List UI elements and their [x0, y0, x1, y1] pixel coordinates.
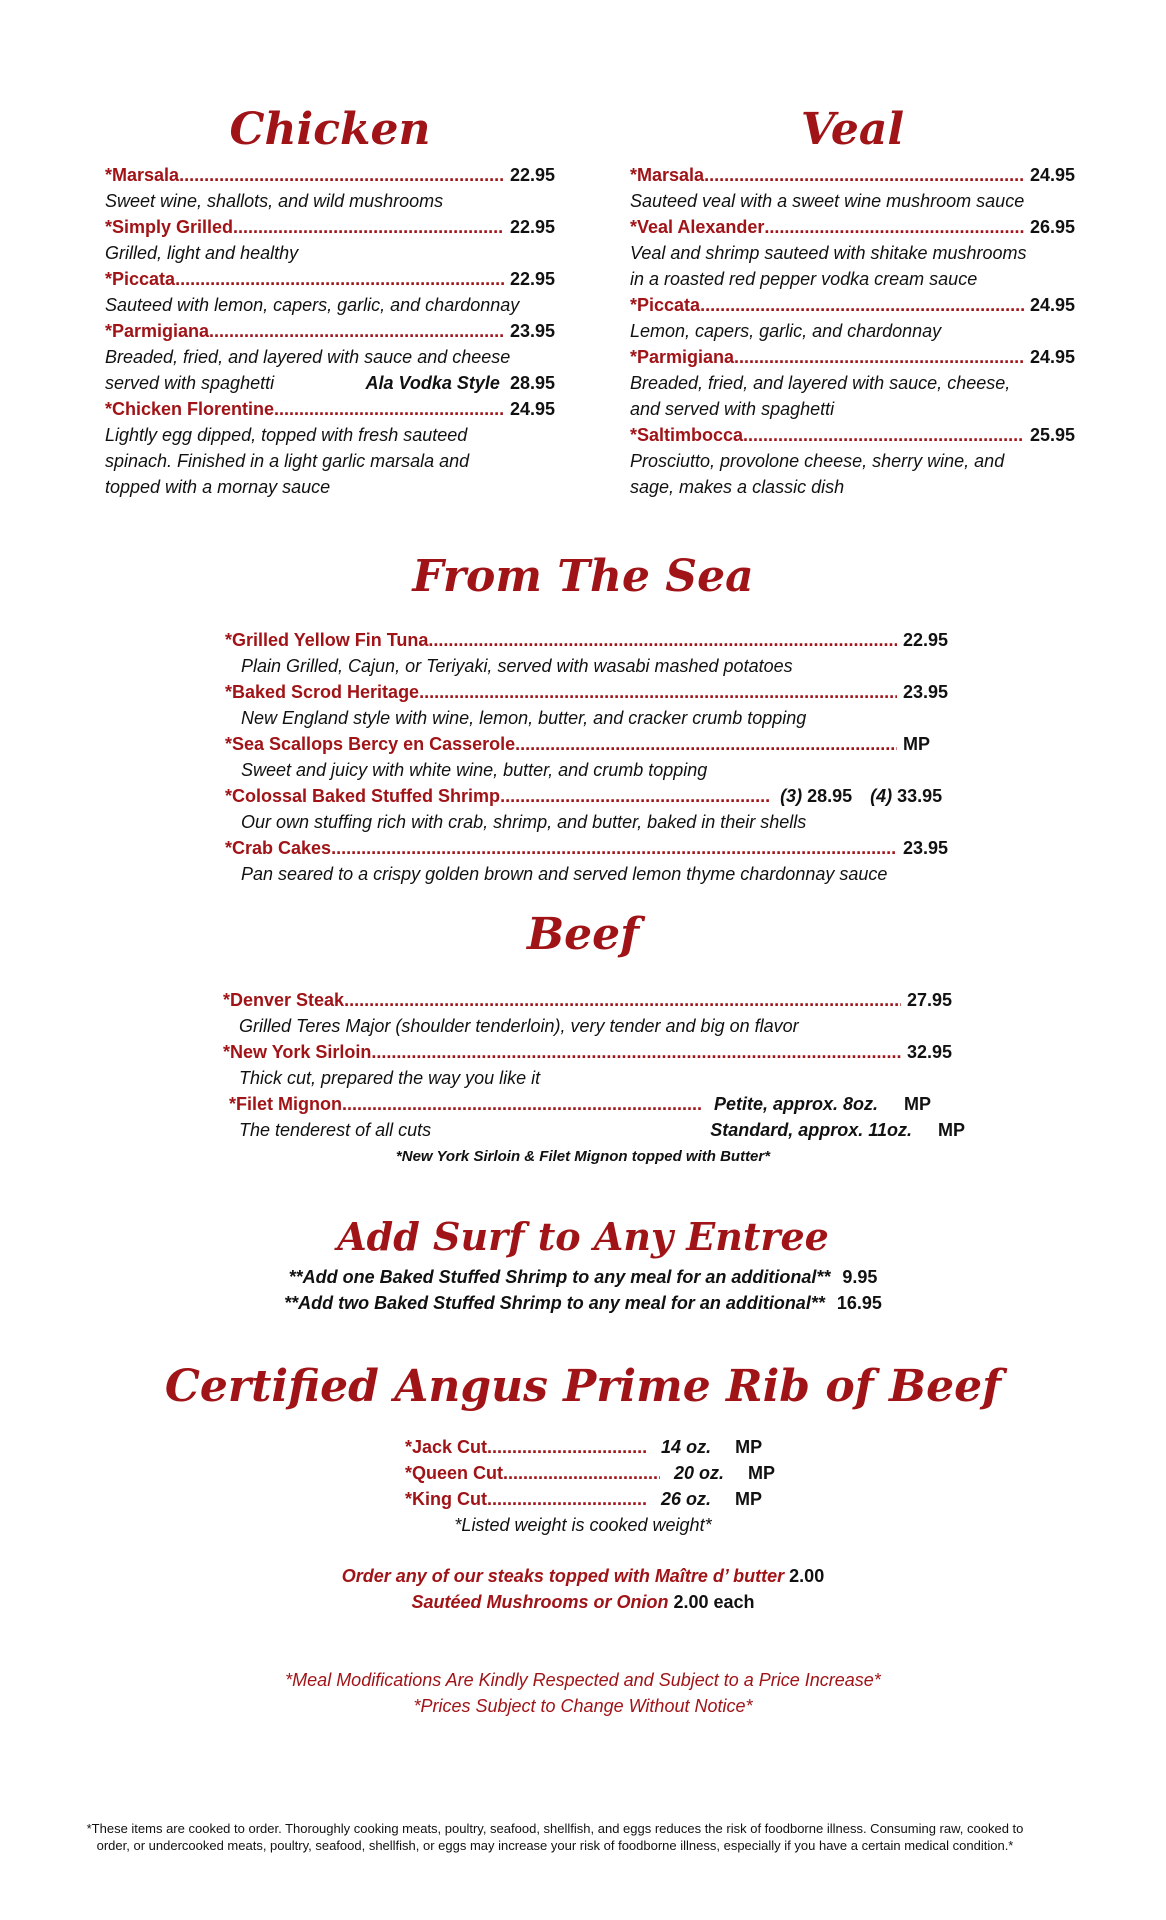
beef-title: Beef — [526, 909, 640, 960]
sea-title: From The Sea — [412, 551, 754, 602]
leader-dots — [700, 292, 1024, 318]
prime-section — [405, 1434, 775, 1512]
menu-item: *Piccata ..... 22.95 — [105, 266, 555, 292]
item-description: Pan seared to a crispy golden brown and served lemon thyme chardonnay sauce — [241, 864, 888, 884]
sea-section — [225, 627, 965, 887]
menu-item: *Simply Grilled ..... 22.95 — [105, 214, 555, 240]
leader-dots — [487, 1434, 647, 1460]
chicken-section — [105, 104, 555, 500]
leader-dots — [428, 627, 897, 653]
beef-note: *New York Sirloin & Filet Mignon topped with Butter* — [395, 1148, 771, 1165]
item-description: sage, makes a classic dish — [630, 477, 845, 497]
menu-item: *Parmigiana ..... 23.95 — [105, 318, 555, 344]
menu-item: *Filet Mignon ..... Petite, approx. 8oz. MP — [223, 1091, 965, 1117]
menu-item: *King Cut ..... 26 oz. MP — [405, 1486, 775, 1512]
leader-dots — [175, 266, 504, 292]
prime-title: Certified Angus Prime Rib of Beef — [164, 1361, 1002, 1412]
notices-section — [0, 1667, 1166, 1719]
menu-item: *Grilled Yellow Fin Tuna ..... 22.95 — [225, 627, 965, 653]
leader-dots — [233, 214, 504, 240]
surf-option: **Add two Baked Stuffed Shrimp to any meal for an additional** 16.95 — [284, 1293, 882, 1313]
item-description: topped with a mornay sauce — [105, 477, 331, 497]
leader-dots — [487, 1486, 647, 1512]
leader-dots — [179, 162, 504, 188]
addon-line: Order any of our steaks topped with Maître d’ butter 2.00 — [341, 1566, 825, 1586]
item-description: Prosciutto, provolone cheese, sherry wine, and — [630, 451, 1005, 471]
menu-item: *Marsala ..... 22.95 — [105, 162, 555, 188]
item-description: and served with spaghetti — [630, 399, 835, 419]
surf-title: Add Surf to Any Entree — [337, 1214, 829, 1259]
leader-dots — [704, 162, 1024, 188]
menu-item: *Piccata ..... 24.95 — [630, 292, 1075, 318]
item-description: Sweet wine, shallots, and wild mushrooms — [105, 191, 444, 211]
addon-line: Sautéed Mushrooms or Onion 2.00 each — [411, 1592, 755, 1612]
item-description: spinach. Finished in a light garlic marsala and — [105, 451, 470, 471]
menu-item: *Chicken Florentine ..... 24.95 — [105, 396, 555, 422]
menu-item: *Baked Scrod Heritage ..... 23.95 — [225, 679, 965, 705]
menu-item: *Saltimbocca ..... 25.95 — [630, 422, 1075, 448]
menu-item: *Denver Steak ..... 27.95 — [223, 987, 965, 1013]
leader-dots — [503, 1460, 660, 1486]
item-description: Breaded, fried, and layered with sauce, cheese, — [630, 373, 1011, 393]
menu-item: *Colossal Baked Stuffed Shrimp ..... (3) 28.95 (4) 33.95 — [225, 783, 965, 809]
menu-item: *Marsala ..... 24.95 — [630, 162, 1075, 188]
veal-title: Veal — [800, 104, 905, 155]
item-description: Sauteed with lemon, capers, garlic, and chardonnay — [105, 295, 520, 315]
menu-item: *Jack Cut ..... 14 oz. MP — [405, 1434, 775, 1460]
leader-dots — [500, 783, 770, 809]
item-description: Lightly egg dipped, topped with fresh sauteed — [105, 425, 468, 445]
menu-item: *Veal Alexander ..... 26.95 — [630, 214, 1075, 240]
surf-option: **Add one Baked Stuffed Shrimp to any meal for an additional** 9.95 — [288, 1267, 878, 1287]
item-description: Grilled Teres Major (shoulder tenderloin), very tender and big on flavor — [239, 1016, 799, 1036]
leader-dots — [331, 835, 897, 861]
menu-item: *Queen Cut ..... 20 oz. MP — [405, 1460, 775, 1486]
leader-dots — [743, 422, 1024, 448]
price-notice: *Prices Subject to Change Without Notice* — [413, 1696, 753, 1716]
menu-item: The tenderest of all cuts Standard, approx. 11oz. MP — [239, 1120, 965, 1140]
leader-dots — [515, 731, 897, 757]
shrimp-option-3: (3) 28.95 — [780, 786, 853, 806]
menu-item: *New York Sirloin ..... 32.95 — [223, 1039, 965, 1065]
addons-section — [0, 1563, 1166, 1615]
surf-section — [0, 1264, 1166, 1316]
menu-item: *Sea Scallops Bercy en Casserole ..... MP — [225, 731, 965, 757]
item-description: in a roasted red pepper vodka cream sauce — [630, 269, 978, 289]
foodborne-disclaimer: *These items are cooked to order. Thoroughly cooking meats, poultry, seafood, shellfish, and eggs reduces the risk of foodborne illness. Consuming raw, cooked to order, or undercooked meats, poultry, seafood, shellfish, or eggs may increase your risk of foodborne illness, especially if you have a certain medical condition.* — [86, 1821, 1024, 1853]
item-description: served with spaghetti Ala Vodka Style 28.95 — [105, 370, 555, 396]
leader-dots — [342, 1091, 702, 1117]
item-description: Thick cut, prepared the way you like it — [239, 1068, 541, 1088]
leader-dots — [419, 679, 897, 705]
item-description: Sweet and juicy with white wine, butter, and crumb topping — [241, 760, 708, 780]
leader-dots — [371, 1039, 901, 1065]
menu-item: *Parmigiana ..... 24.95 — [630, 344, 1075, 370]
beef-section — [223, 987, 965, 1143]
item-description: Plain Grilled, Cajun, or Teriyaki, served with wasabi mashed potatoes — [241, 656, 793, 676]
veal-section — [630, 104, 1075, 500]
leader-dots — [764, 214, 1024, 240]
menu-item: *Crab Cakes ..... 23.95 — [225, 835, 965, 861]
item-description: Our own stuffing rich with crab, shrimp, and butter, baked in their shells — [241, 812, 807, 832]
leader-dots — [734, 344, 1024, 370]
vodka-option: Ala Vodka Style 28.95 — [365, 373, 555, 393]
item-description: Sauteed veal with a sweet wine mushroom sauce — [630, 191, 1025, 211]
leader-dots — [344, 987, 901, 1013]
item-description: Breaded, fried, and layered with sauce and cheese — [105, 347, 511, 367]
item-description: Veal and shrimp sauteed with shitake mushrooms — [630, 243, 1027, 263]
leader-dots — [209, 318, 504, 344]
shrimp-option-4: (4) 33.95 — [870, 786, 943, 806]
item-description: Lemon, capers, garlic, and chardonnay — [630, 321, 942, 341]
prime-note: *Listed weight is cooked weight* — [454, 1515, 712, 1535]
item-description: Grilled, light and healthy — [105, 243, 299, 263]
leader-dots — [274, 396, 504, 422]
chicken-title: Chicken — [229, 104, 431, 155]
modification-notice: *Meal Modifications Are Kindly Respected and Subject to a Price Increase* — [285, 1670, 881, 1690]
item-description: New England style with wine, lemon, butter, and cracker crumb topping — [241, 708, 807, 728]
